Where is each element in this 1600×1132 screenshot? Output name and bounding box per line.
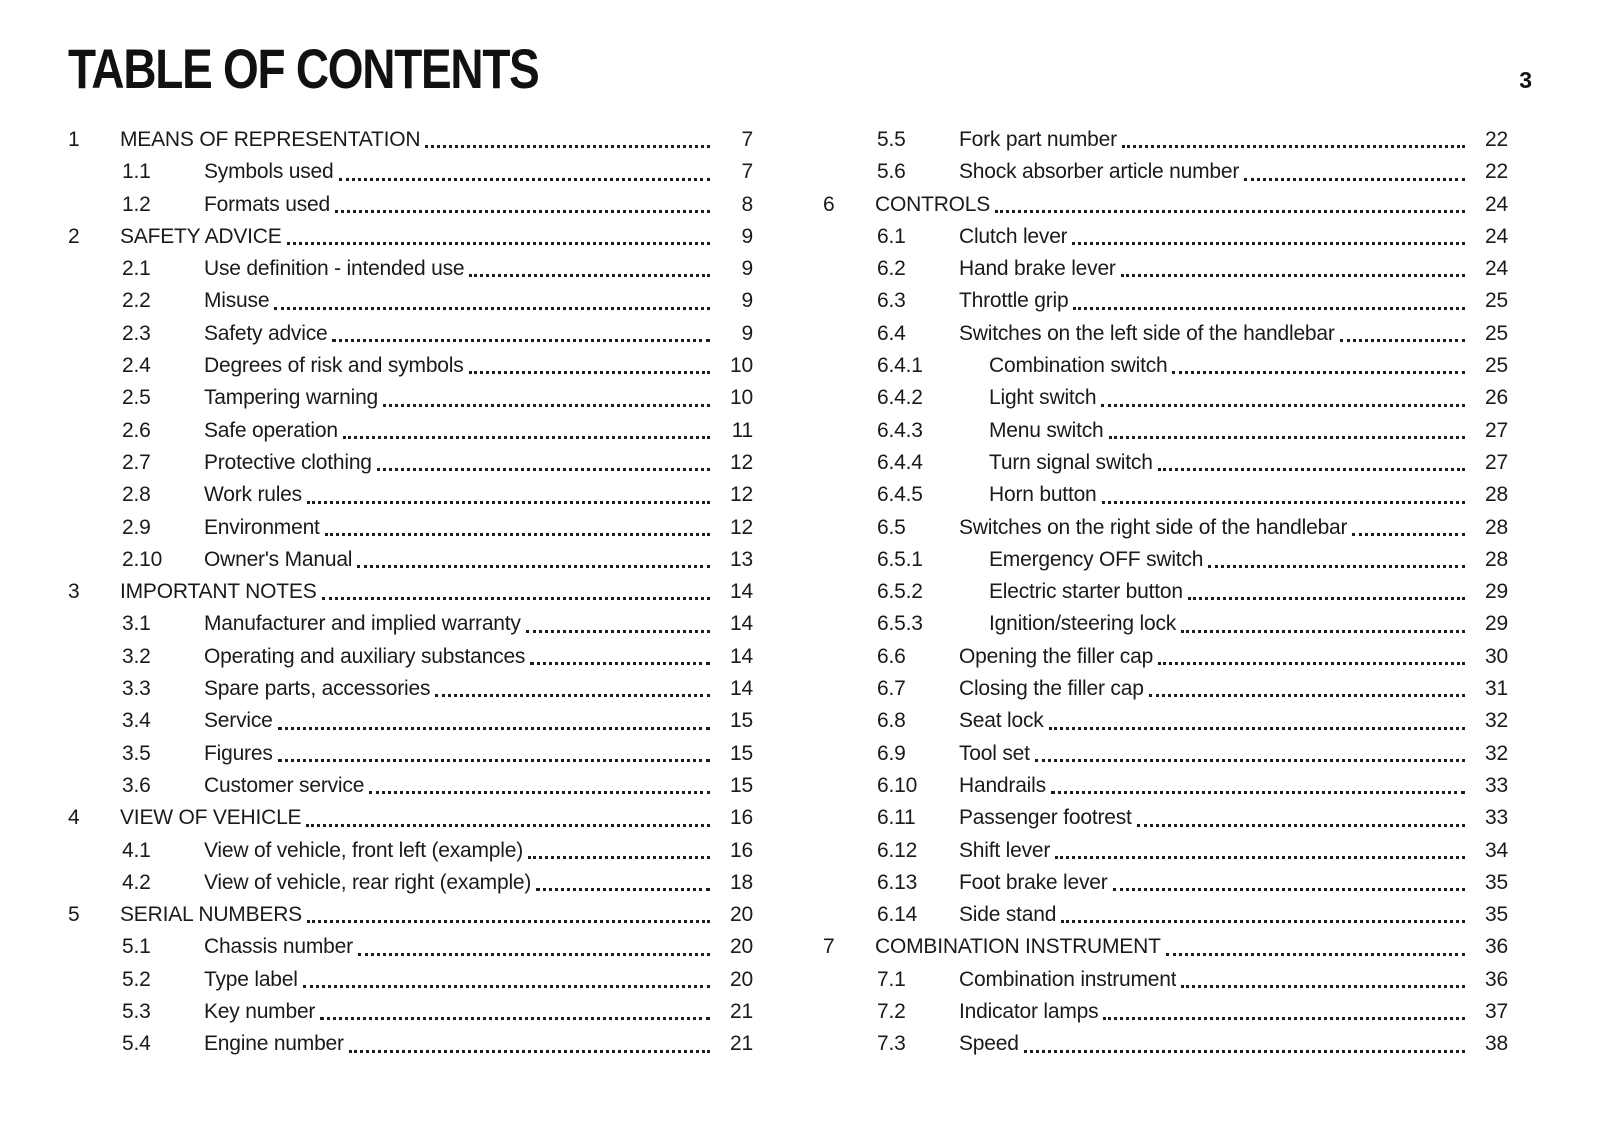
toc-entry-page: 10 (730, 354, 753, 378)
dot-leader (269, 285, 713, 317)
toc-entry-page: 22 (1485, 160, 1508, 184)
toc-entry-number: 2.5 (122, 386, 151, 410)
toc-entry-number: 7.1 (877, 967, 906, 991)
dot-leader (273, 738, 713, 770)
dot-leader (282, 221, 713, 253)
dot-leader (317, 576, 713, 608)
toc-entry-number: 6.2 (877, 257, 906, 281)
toc-entry-label: Speed (959, 1032, 1019, 1056)
toc-entry-page: 36 (1485, 967, 1508, 991)
toc-entry-label: Service (204, 709, 273, 733)
toc-entry (68, 253, 753, 285)
toc-entry-label: Passenger footrest (959, 806, 1132, 830)
toc-entry-label: View of vehicle, rear right (example) (204, 870, 532, 894)
toc-entry-number: 3.6 (122, 773, 151, 797)
toc-entry-page: 33 (1485, 806, 1508, 830)
toc-entry (68, 1028, 753, 1060)
toc-entry-label: Owner's Manual (204, 547, 353, 571)
toc-entry-label: Fork part number (959, 128, 1117, 151)
toc-entry (68, 705, 753, 737)
toc-entry (823, 512, 1508, 544)
toc-entry-number: 6.4.4 (877, 450, 923, 474)
toc-entry (823, 996, 1508, 1028)
toc-entry-label: Handrails (959, 773, 1046, 797)
toc-entry (823, 705, 1508, 737)
toc-entry-label: Switches on the left side of the handlebar (959, 321, 1335, 345)
dot-leader (378, 382, 713, 414)
toc-entry-page: 21 (730, 1000, 753, 1024)
toc-entry-number: 2.2 (122, 289, 151, 313)
dot-leader (327, 318, 713, 350)
toc-entry-number: 6.5.2 (877, 580, 923, 604)
toc-entry-label: Foot brake lever (959, 870, 1108, 894)
toc-entry-number: 6.9 (877, 741, 906, 765)
dot-leader (1167, 350, 1468, 382)
dot-leader (301, 802, 713, 834)
toc-entry-label: MEANS OF REPRESENTATION (120, 128, 421, 151)
toc-entry (68, 931, 753, 963)
toc-entry-number: 3.1 (122, 612, 151, 636)
toc-entry-page: 28 (1485, 483, 1508, 507)
toc-entry-number: 5.5 (877, 128, 906, 151)
toc-entry-page: 13 (730, 547, 753, 571)
toc-entry-number: 2.1 (122, 257, 151, 281)
toc-entry-page: 9 (741, 257, 753, 281)
dot-leader (1347, 512, 1468, 544)
dot-leader (364, 770, 713, 802)
toc-entry (68, 318, 753, 350)
toc-entry-page: 25 (1485, 354, 1508, 378)
dot-leader (1132, 802, 1468, 834)
toc-entry-label: Throttle grip (959, 289, 1069, 313)
dot-leader (315, 996, 713, 1028)
dot-leader (273, 705, 713, 737)
toc-entry-page: 16 (730, 806, 753, 830)
toc-entry-label: Shift lever (959, 838, 1051, 862)
toc-entry-label: Key number (204, 1000, 316, 1024)
toc-entry (823, 124, 1508, 156)
toc-entry-page: 31 (1485, 677, 1508, 701)
toc-entry (823, 447, 1508, 479)
toc-entry (823, 350, 1508, 382)
toc-entry-number: 4 (68, 806, 80, 830)
dot-leader (525, 641, 713, 673)
toc-entry (68, 802, 753, 834)
toc-entry-label: Customer service (204, 773, 365, 797)
toc-entry (823, 899, 1508, 931)
page-number: 3 (1519, 67, 1532, 93)
toc-entry-number: 2.3 (122, 321, 151, 345)
toc-entry-label: Turn signal switch (989, 450, 1153, 474)
toc-entry-page: 14 (730, 612, 753, 636)
toc-entry (68, 221, 753, 253)
toc-entry-number: 6.5.1 (877, 547, 923, 571)
toc-entry (68, 447, 753, 479)
toc-entry-number: 3.2 (122, 644, 151, 668)
toc-entry (823, 802, 1508, 834)
toc-entry-label: Indicator lamps (959, 1000, 1099, 1024)
toc-entry-number: 4.2 (122, 870, 151, 894)
dot-leader (531, 867, 713, 899)
toc-entry-label: Shock absorber article number (959, 160, 1240, 184)
toc-entry-page: 20 (730, 967, 753, 991)
toc-entry-number: 6.6 (877, 644, 906, 668)
toc-entry-label: Closing the filler cap (959, 677, 1144, 701)
toc-entry-page: 32 (1485, 741, 1508, 765)
toc-entry (68, 608, 753, 640)
toc-entry-label: Opening the filler cap (959, 644, 1154, 668)
dot-leader (523, 835, 713, 867)
toc-entry (823, 544, 1508, 576)
dot-leader (1239, 156, 1468, 188)
toc-entry-label: Menu switch (989, 418, 1104, 442)
toc-entry-page: 7 (741, 160, 753, 184)
dot-leader (1144, 673, 1468, 705)
dot-leader (1161, 931, 1468, 963)
toc-entry (823, 189, 1508, 221)
toc-entry (823, 382, 1508, 414)
toc-entry-page: 14 (730, 644, 753, 668)
toc-entry (68, 641, 753, 673)
toc-entry-page: 7 (741, 128, 753, 151)
toc-entry-number: 6.4 (877, 321, 906, 345)
dot-leader (372, 447, 713, 479)
toc-entry (68, 673, 753, 705)
toc-entry-label: Operating and auxiliary substances (204, 644, 526, 668)
dot-leader (298, 964, 713, 996)
toc-entry-page: 14 (730, 580, 753, 604)
dot-leader (1097, 479, 1468, 511)
toc-entry (68, 189, 753, 221)
dot-leader (1104, 415, 1468, 447)
dot-leader (330, 189, 713, 221)
toc-entry-page: 15 (730, 709, 753, 733)
toc-entry-number: 6.1 (877, 224, 906, 248)
toc-entry-page: 8 (741, 192, 753, 216)
toc-entry-page: 36 (1485, 935, 1508, 959)
toc-entry (68, 899, 753, 931)
toc-entry-page: 9 (741, 289, 753, 313)
toc-entry-page: 24 (1485, 257, 1508, 281)
toc-entry-number: 6.10 (877, 773, 918, 797)
toc-entry-number: 7.3 (877, 1032, 906, 1056)
toc-entry-label: Ignition/steering lock (989, 612, 1177, 636)
toc-entry-label: View of vehicle, front left (example) (204, 838, 524, 862)
toc-entry-label: Tampering warning (204, 386, 379, 410)
toc-entry-page: 14 (730, 677, 753, 701)
toc-columns (68, 124, 1532, 1061)
toc-entry-page: 37 (1485, 1000, 1508, 1024)
toc-entry-label: Tool set (959, 741, 1030, 765)
toc-entry-label: Type label (204, 967, 298, 991)
toc-entry-page: 22 (1485, 128, 1508, 151)
toc-entry (68, 124, 753, 156)
toc-entry (68, 996, 753, 1028)
toc-entry (823, 415, 1508, 447)
page-header (68, 36, 1532, 100)
toc-entry-label: Formats used (204, 192, 330, 216)
toc-entry-label: Misuse (204, 289, 270, 313)
toc-entry-number: 2.9 (122, 515, 151, 539)
toc-entry-page: 16 (730, 838, 753, 862)
toc-entry (823, 576, 1508, 608)
toc-entry (823, 253, 1508, 285)
toc-column-left (68, 124, 777, 1061)
toc-entry-label: Light switch (989, 386, 1097, 410)
toc-entry (823, 964, 1508, 996)
toc-entry-page: 12 (730, 515, 753, 539)
toc-entry-page: 11 (731, 418, 753, 442)
toc-entry-number: 2.10 (122, 547, 163, 571)
toc-entry-label: Horn button (989, 483, 1097, 507)
toc-entry-number: 1.2 (122, 192, 151, 216)
toc-entry (823, 867, 1508, 899)
toc-entry (68, 544, 753, 576)
toc-entry-number: 6.5 (877, 515, 906, 539)
toc-entry (68, 156, 753, 188)
toc-entry-page: 30 (1485, 644, 1508, 668)
toc-entry (68, 576, 753, 608)
toc-entry-label: Spare parts, accessories (204, 677, 431, 701)
toc-entry-page: 25 (1485, 289, 1508, 313)
toc-entry-page: 38 (1485, 1032, 1508, 1056)
toc-entry-number: 1.1 (122, 160, 151, 184)
dot-leader (1044, 705, 1468, 737)
toc-entry-label: Engine number (204, 1032, 344, 1056)
toc-entry-page: 35 (1485, 870, 1508, 894)
toc-entry-number: 6.11 (877, 806, 916, 830)
toc-entry (823, 608, 1508, 640)
toc-entry (823, 285, 1508, 317)
toc-entry (823, 1028, 1508, 1060)
toc-entry (823, 156, 1508, 188)
toc-entry (68, 964, 753, 996)
dot-leader (521, 608, 713, 640)
toc-entry-label: Safe operation (204, 418, 338, 442)
toc-entry-label: VIEW OF VEHICLE (120, 806, 302, 830)
toc-entry (823, 479, 1508, 511)
toc-entry-page: 12 (730, 450, 753, 474)
toc-entry (823, 770, 1508, 802)
toc-entry-page: 34 (1485, 838, 1508, 862)
toc-entry-page: 15 (730, 741, 753, 765)
toc-entry-number: 5.4 (122, 1032, 151, 1056)
dot-leader (353, 931, 713, 963)
toc-entry-number: 2.6 (122, 418, 151, 442)
toc-entry-label: Switches on the right side of the handlebar (959, 515, 1348, 539)
toc-entry-number: 6.8 (877, 709, 906, 733)
toc-entry-label: Hand brake lever (959, 257, 1116, 281)
toc-entry-page: 18 (730, 870, 753, 894)
dot-leader (990, 189, 1468, 221)
dot-leader (1176, 608, 1468, 640)
toc-entry (823, 931, 1508, 963)
dot-leader (1176, 964, 1468, 996)
toc-entry (823, 835, 1508, 867)
toc-entry-page: 9 (741, 224, 753, 248)
toc-entry-label: Combination switch (989, 354, 1168, 378)
toc-entry-label: CONTROLS (875, 192, 991, 216)
toc-entry (68, 738, 753, 770)
toc-entry-page: 24 (1485, 224, 1508, 248)
dot-leader (1098, 996, 1468, 1028)
toc-entry-label: Side stand (959, 903, 1057, 927)
toc-entry-page: 9 (741, 321, 753, 345)
toc-entry-label: COMBINATION INSTRUMENT (875, 935, 1161, 959)
toc-entry-number: 1 (68, 128, 80, 151)
toc-entry-label: Chassis number (204, 935, 353, 959)
toc-entry-page: 26 (1485, 386, 1508, 410)
page-title: TABLE OF CONTENTS (68, 37, 539, 100)
dot-leader (1019, 1028, 1468, 1060)
dot-leader (1096, 382, 1468, 414)
toc-entry-page: 24 (1485, 192, 1508, 216)
toc-entry-page: 29 (1485, 580, 1508, 604)
toc-entry-number: 6.14 (877, 903, 918, 927)
toc-entry (823, 318, 1508, 350)
toc-entry-number: 2.8 (122, 483, 151, 507)
toc-entry-label: Safety advice (204, 321, 328, 345)
toc-entry-label: Work rules (204, 483, 302, 507)
toc-entry-label: SAFETY ADVICE (120, 224, 282, 248)
toc-entry (823, 738, 1508, 770)
toc-column-right (823, 124, 1532, 1061)
dot-leader (1116, 253, 1468, 285)
dot-leader (1203, 544, 1468, 576)
toc-entry-label: Clutch lever (959, 224, 1068, 248)
dot-leader (1183, 576, 1468, 608)
toc-entry-number: 6.5.3 (877, 612, 923, 636)
toc-entry-number: 6.3 (877, 289, 906, 313)
toc-entry-label: IMPORTANT NOTES (120, 580, 317, 604)
toc-entry-label: Use definition - intended use (204, 257, 465, 281)
toc-entry-number: 2 (68, 224, 80, 248)
toc-entry-page: 33 (1485, 773, 1508, 797)
toc-entry-page: 27 (1485, 450, 1508, 474)
dot-leader (302, 479, 713, 511)
toc-entry (68, 512, 753, 544)
dot-leader (1335, 318, 1468, 350)
toc-entry-page: 35 (1485, 903, 1508, 927)
toc-entry-page: 29 (1485, 612, 1508, 636)
toc-entry-page: 15 (730, 773, 753, 797)
toc-entry-page: 25 (1485, 321, 1508, 345)
toc-entry-label: SERIAL NUMBERS (120, 903, 302, 927)
toc-entry (68, 835, 753, 867)
dot-leader (352, 544, 713, 576)
toc-entry-page: 20 (730, 903, 753, 927)
toc-entry-label: Figures (204, 741, 273, 765)
toc-entry-number: 3.5 (122, 741, 151, 765)
toc-entry (823, 221, 1508, 253)
dot-leader (302, 899, 713, 931)
toc-entry (68, 479, 753, 511)
toc-entry-number: 5.3 (122, 1000, 151, 1024)
toc-entry-number: 4.1 (122, 838, 151, 862)
toc-entry-label: Degrees of risk and symbols (204, 354, 464, 378)
toc-entry-number: 7 (823, 935, 835, 959)
dot-leader (1067, 221, 1468, 253)
toc-entry (68, 350, 753, 382)
toc-entry-label: Environment (204, 515, 320, 539)
toc-entry-label: Combination instrument (959, 967, 1177, 991)
toc-entry-number: 2.4 (122, 354, 151, 378)
dot-leader (1117, 124, 1468, 156)
toc-entry-number: 6 (823, 192, 835, 216)
toc-entry-label: Symbols used (204, 160, 334, 184)
toc-entry-label: Protective clothing (204, 450, 372, 474)
toc-entry-number: 3.3 (122, 677, 151, 701)
dot-leader (1046, 770, 1468, 802)
toc-entry-number: 5.1 (122, 935, 151, 959)
dot-leader (420, 124, 713, 156)
toc-entry-number: 3 (68, 580, 80, 604)
toc-entry-number: 6.12 (877, 838, 918, 862)
toc-entry-label: Electric starter button (989, 580, 1183, 604)
toc-entry-number: 6.4.2 (877, 386, 923, 410)
toc-entry-page: 21 (730, 1032, 753, 1056)
toc-entry-label: Manufacturer and implied warranty (204, 612, 521, 636)
toc-entry-page: 32 (1485, 709, 1508, 733)
toc-entry-number: 6.4.5 (877, 483, 923, 507)
dot-leader (1050, 835, 1468, 867)
toc-entry-number: 6.7 (877, 677, 906, 701)
dot-leader (1108, 867, 1468, 899)
dot-leader (464, 350, 713, 382)
toc-entry (68, 770, 753, 802)
toc-entry (68, 415, 753, 447)
toc-entry-number: 5 (68, 903, 80, 927)
toc-entry-number: 5.2 (122, 967, 151, 991)
toc-entry-page: 12 (730, 483, 753, 507)
dot-leader (1030, 738, 1468, 770)
dot-leader (320, 512, 713, 544)
toc-entry (823, 673, 1508, 705)
toc-entry-number: 6.4.1 (877, 354, 923, 378)
dot-leader (338, 415, 713, 447)
toc-entry-number: 2.7 (122, 450, 151, 474)
toc-entry-page: 20 (730, 935, 753, 959)
toc-entry-label: Seat lock (959, 709, 1044, 733)
toc-entry-page: 28 (1485, 515, 1508, 539)
toc-entry-number: 7.2 (877, 1000, 906, 1024)
dot-leader (430, 673, 713, 705)
dot-leader (334, 156, 714, 188)
dot-leader (464, 253, 713, 285)
dot-leader (1068, 285, 1468, 317)
toc-entry-number: 5.6 (877, 160, 906, 184)
dot-leader (344, 1028, 713, 1060)
dot-leader (1056, 899, 1468, 931)
toc-entry (68, 285, 753, 317)
toc-entry (68, 382, 753, 414)
toc-entry-number: 3.4 (122, 709, 151, 733)
toc-entry-page: 10 (730, 386, 753, 410)
dot-leader (1153, 447, 1468, 479)
toc-entry-number: 6.13 (877, 870, 918, 894)
toc-entry (823, 641, 1508, 673)
toc-entry-number: 6.4.3 (877, 418, 923, 442)
toc-entry-page: 27 (1485, 418, 1508, 442)
dot-leader (1153, 641, 1468, 673)
toc-entry (68, 867, 753, 899)
toc-entry-label: Emergency OFF switch (989, 547, 1204, 571)
toc-entry-page: 28 (1485, 547, 1508, 571)
